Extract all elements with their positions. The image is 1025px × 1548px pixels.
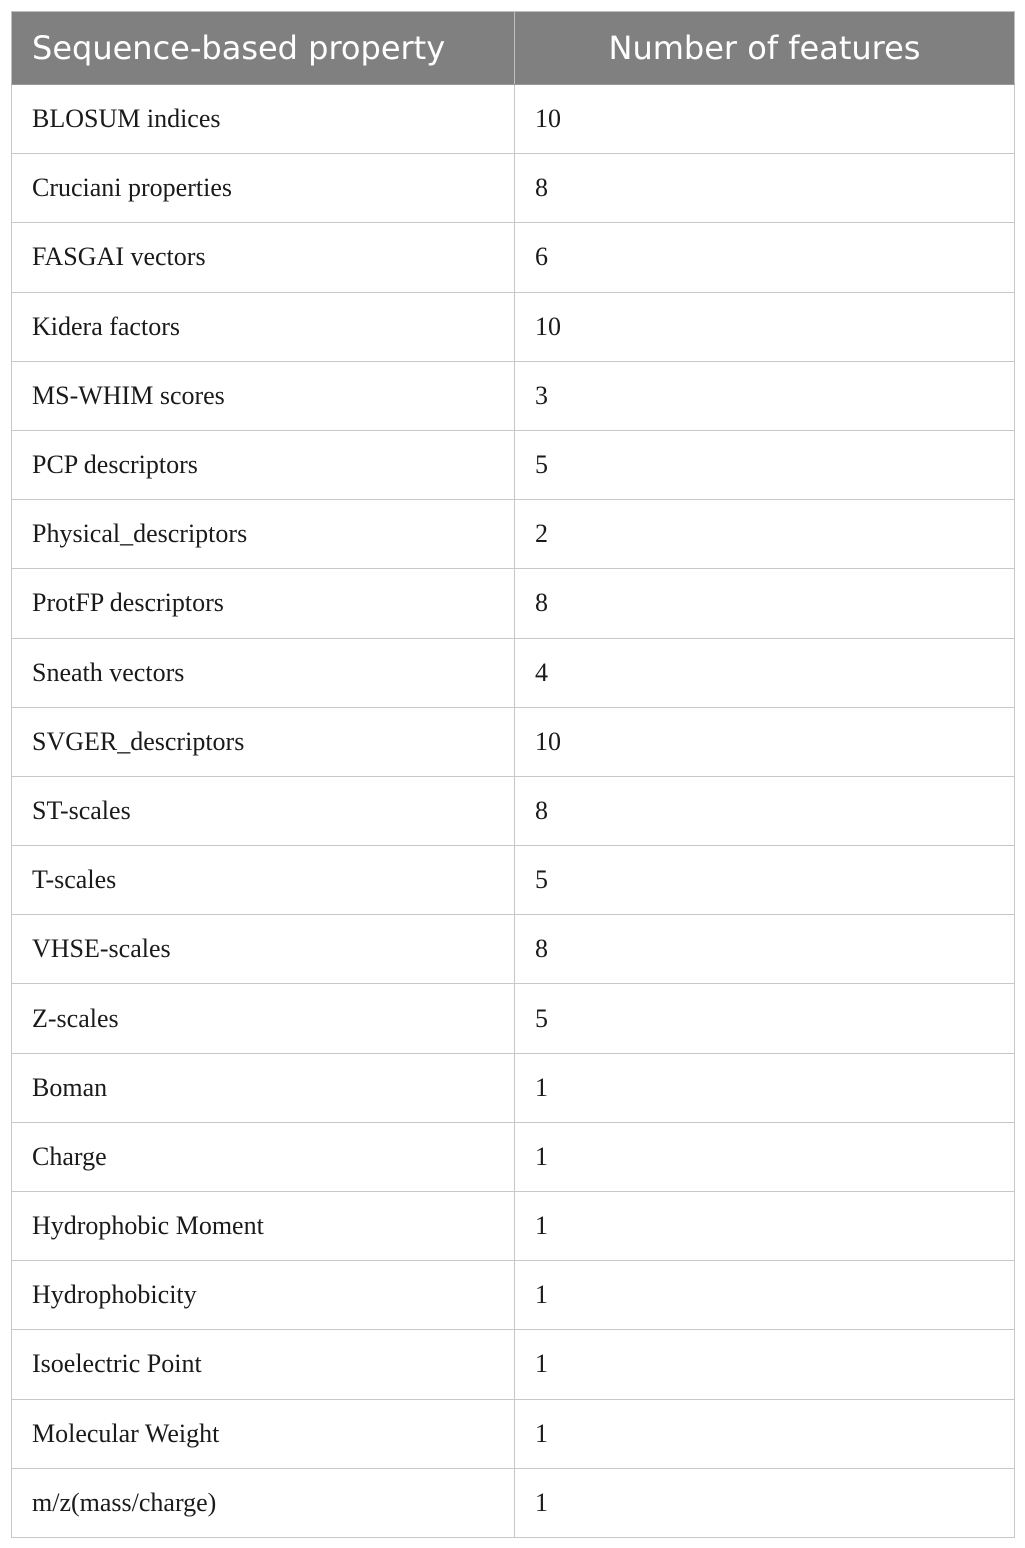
feature-count-cell: 5	[515, 430, 1015, 499]
property-cell: Physical_descriptors	[12, 500, 515, 569]
feature-count-cell: 5	[515, 984, 1015, 1053]
property-cell: SVGER_descriptors	[12, 707, 515, 776]
feature-count-cell: 1	[515, 1192, 1015, 1261]
property-cell: PCP descriptors	[12, 430, 515, 499]
table-row	[12, 361, 1015, 430]
feature-count-cell: 2	[515, 500, 1015, 569]
property-cell: Hydrophobicity	[12, 1261, 515, 1330]
feature-count-cell: 4	[515, 638, 1015, 707]
header-row	[12, 12, 1015, 85]
property-cell: T-scales	[12, 846, 515, 915]
table-row	[12, 223, 1015, 292]
property-cell: Z-scales	[12, 984, 515, 1053]
feature-count-cell: 1	[515, 1122, 1015, 1191]
table-row	[12, 1399, 1015, 1468]
property-cell: ST-scales	[12, 776, 515, 845]
property-cell: Boman	[12, 1053, 515, 1122]
feature-count-cell: 6	[515, 223, 1015, 292]
feature-count-cell: 1	[515, 1330, 1015, 1399]
table-row	[12, 1192, 1015, 1261]
feature-count-cell: 1	[515, 1399, 1015, 1468]
property-cell: FASGAI vectors	[12, 223, 515, 292]
property-cell: Charge	[12, 1122, 515, 1191]
table-row	[12, 1122, 1015, 1191]
feature-count-cell: 8	[515, 776, 1015, 845]
table-row	[12, 1261, 1015, 1330]
property-cell: Isoelectric Point	[12, 1330, 515, 1399]
table-row	[12, 569, 1015, 638]
table-row	[12, 154, 1015, 223]
table-row	[12, 1468, 1015, 1537]
property-cell: Cruciani properties	[12, 154, 515, 223]
feature-count-cell: 8	[515, 154, 1015, 223]
feature-count-cell: 1	[515, 1468, 1015, 1537]
table-row	[12, 1053, 1015, 1122]
feature-table-container	[11, 11, 1014, 1538]
property-cell: Kidera factors	[12, 292, 515, 361]
table-row	[12, 915, 1015, 984]
feature-count-cell: 1	[515, 1053, 1015, 1122]
feature-count-cell: 8	[515, 915, 1015, 984]
feature-count-cell: 10	[515, 707, 1015, 776]
property-cell: BLOSUM indices	[12, 85, 515, 154]
table-row	[12, 707, 1015, 776]
header-property: Sequence-based property	[12, 12, 515, 85]
property-cell: Sneath vectors	[12, 638, 515, 707]
feature-table	[11, 11, 1015, 1538]
feature-count-cell: 8	[515, 569, 1015, 638]
header-number-of-features: Number of features	[515, 12, 1015, 85]
table-header	[12, 12, 1015, 85]
table-row	[12, 292, 1015, 361]
table-row	[12, 430, 1015, 499]
feature-count-cell: 1	[515, 1261, 1015, 1330]
property-cell: m/z(mass/charge)	[12, 1468, 515, 1537]
property-cell: MS-WHIM scores	[12, 361, 515, 430]
table-row	[12, 638, 1015, 707]
property-cell: Molecular Weight	[12, 1399, 515, 1468]
feature-count-cell: 10	[515, 292, 1015, 361]
table-body	[12, 85, 1015, 1538]
table-row	[12, 500, 1015, 569]
property-cell: VHSE-scales	[12, 915, 515, 984]
property-cell: ProtFP descriptors	[12, 569, 515, 638]
table-row	[12, 984, 1015, 1053]
table-row	[12, 776, 1015, 845]
table-row	[12, 846, 1015, 915]
feature-count-cell: 3	[515, 361, 1015, 430]
table-row	[12, 85, 1015, 154]
feature-count-cell: 10	[515, 85, 1015, 154]
feature-count-cell: 5	[515, 846, 1015, 915]
table-row	[12, 1330, 1015, 1399]
property-cell: Hydrophobic Moment	[12, 1192, 515, 1261]
